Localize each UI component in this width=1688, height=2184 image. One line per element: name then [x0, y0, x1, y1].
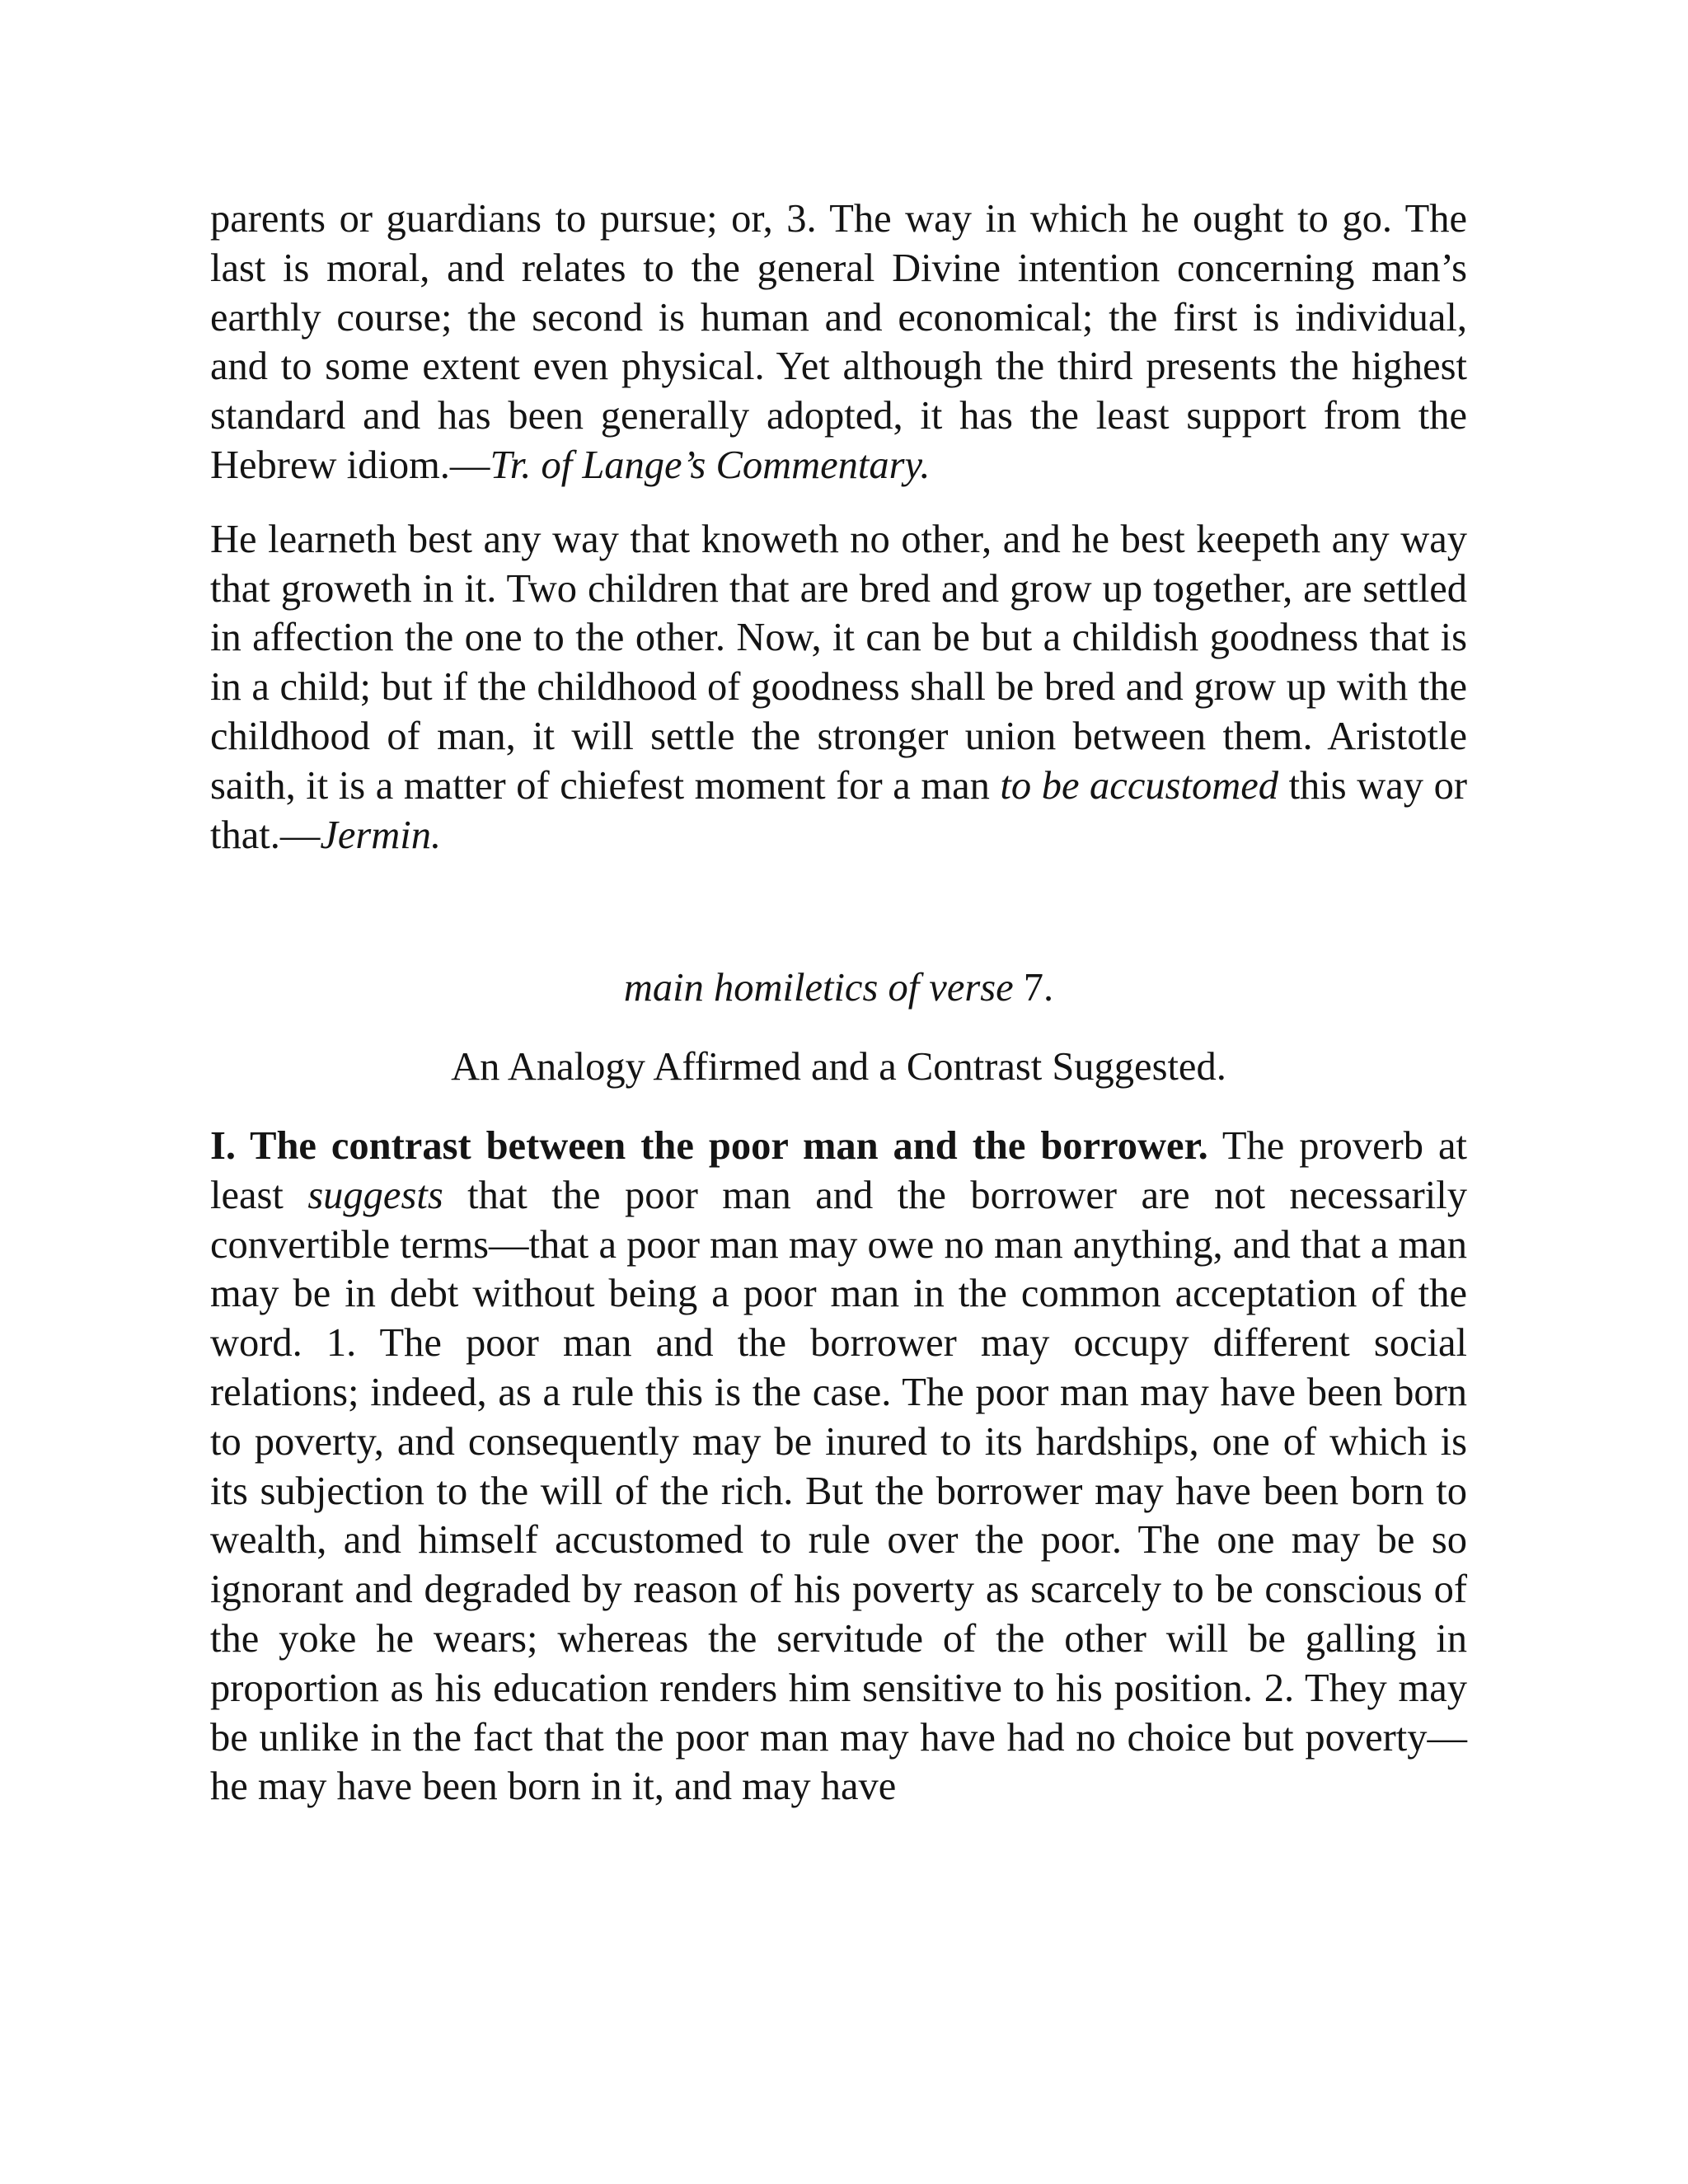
- citation-lange: Tr. of Lange’s Commentary.: [490, 443, 931, 487]
- emphasis-accustomed: to be accustomed: [1000, 763, 1279, 808]
- paragraph-text: The proverb at least: [210, 1123, 1467, 1217]
- paragraph-contrast: [210, 1122, 1467, 1811]
- paragraph-text: that the poor man and the borrower are not necessarily convertible terms—that a poor man may owe no man anything, and that a man may be in debt without being a poor man in the common acceptation of the word. 1. The poor man and the borrower may occupy different social relations; indeed, as a rule this is the case. The poor man may have been born to poverty, and consequently may be inured to its hardships, one of which is its subjection to the will of the rich. But the borrower may have been born to wealth, and himself accustomed to rule over the poor. The one may be so ignorant and degraded by reason of his poverty as scarcely to be conscious of the yoke he wears; whereas the servitude of the other will be galling in proportion as his education renders him sensitive to his position. 2. They may be unlike in the fact that the poor man may have had no choice but poverty—he may have been born in it, and may have: [210, 1173, 1467, 1809]
- point-heading: I. The contrast between the poor man and the borrower.: [210, 1123, 1208, 1168]
- paragraph-lange-commentary: [210, 194, 1467, 490]
- emphasis-suggests: suggests: [307, 1173, 443, 1217]
- section-subheading: An Analogy Affirmed and a Contrast Suggested.: [451, 1045, 1226, 1090]
- citation-jermin: Jermin.: [320, 813, 442, 857]
- paragraph-text: parents or guardians to pursue; or, 3. The way in which he ought to go. The last is moral, and relates to the general Divine intention concerning man’s earthly course; the second is human and economical; the first is individual, and to some extent even physical. Yet although the third presents the highest standard and has been generally adopted, it has the least support from the Hebrew idiom.—: [210, 197, 1467, 487]
- paragraph-text: He learneth best any way that knoweth no other, and he best keepeth any way that groweth in it. Two children that are bred and grow up together, are settled in affection the one to the other. Now, it can be but a childish goodness that is in a child; but if the childhood of goodness shall be bred and grow up with the childhood of man, it will settle the stronger union between them. Aristotle saith, it is a matter of chiefest moment for a man: [210, 517, 1467, 808]
- verse-number: 7.: [1023, 966, 1054, 1010]
- section-heading-text: main homiletics of verse: [623, 966, 1024, 1010]
- page-content: [210, 194, 1467, 1811]
- paragraph-text: this way or that.—: [210, 763, 1467, 857]
- paragraph-jermin: [210, 515, 1467, 860]
- section-heading: [210, 963, 1467, 1013]
